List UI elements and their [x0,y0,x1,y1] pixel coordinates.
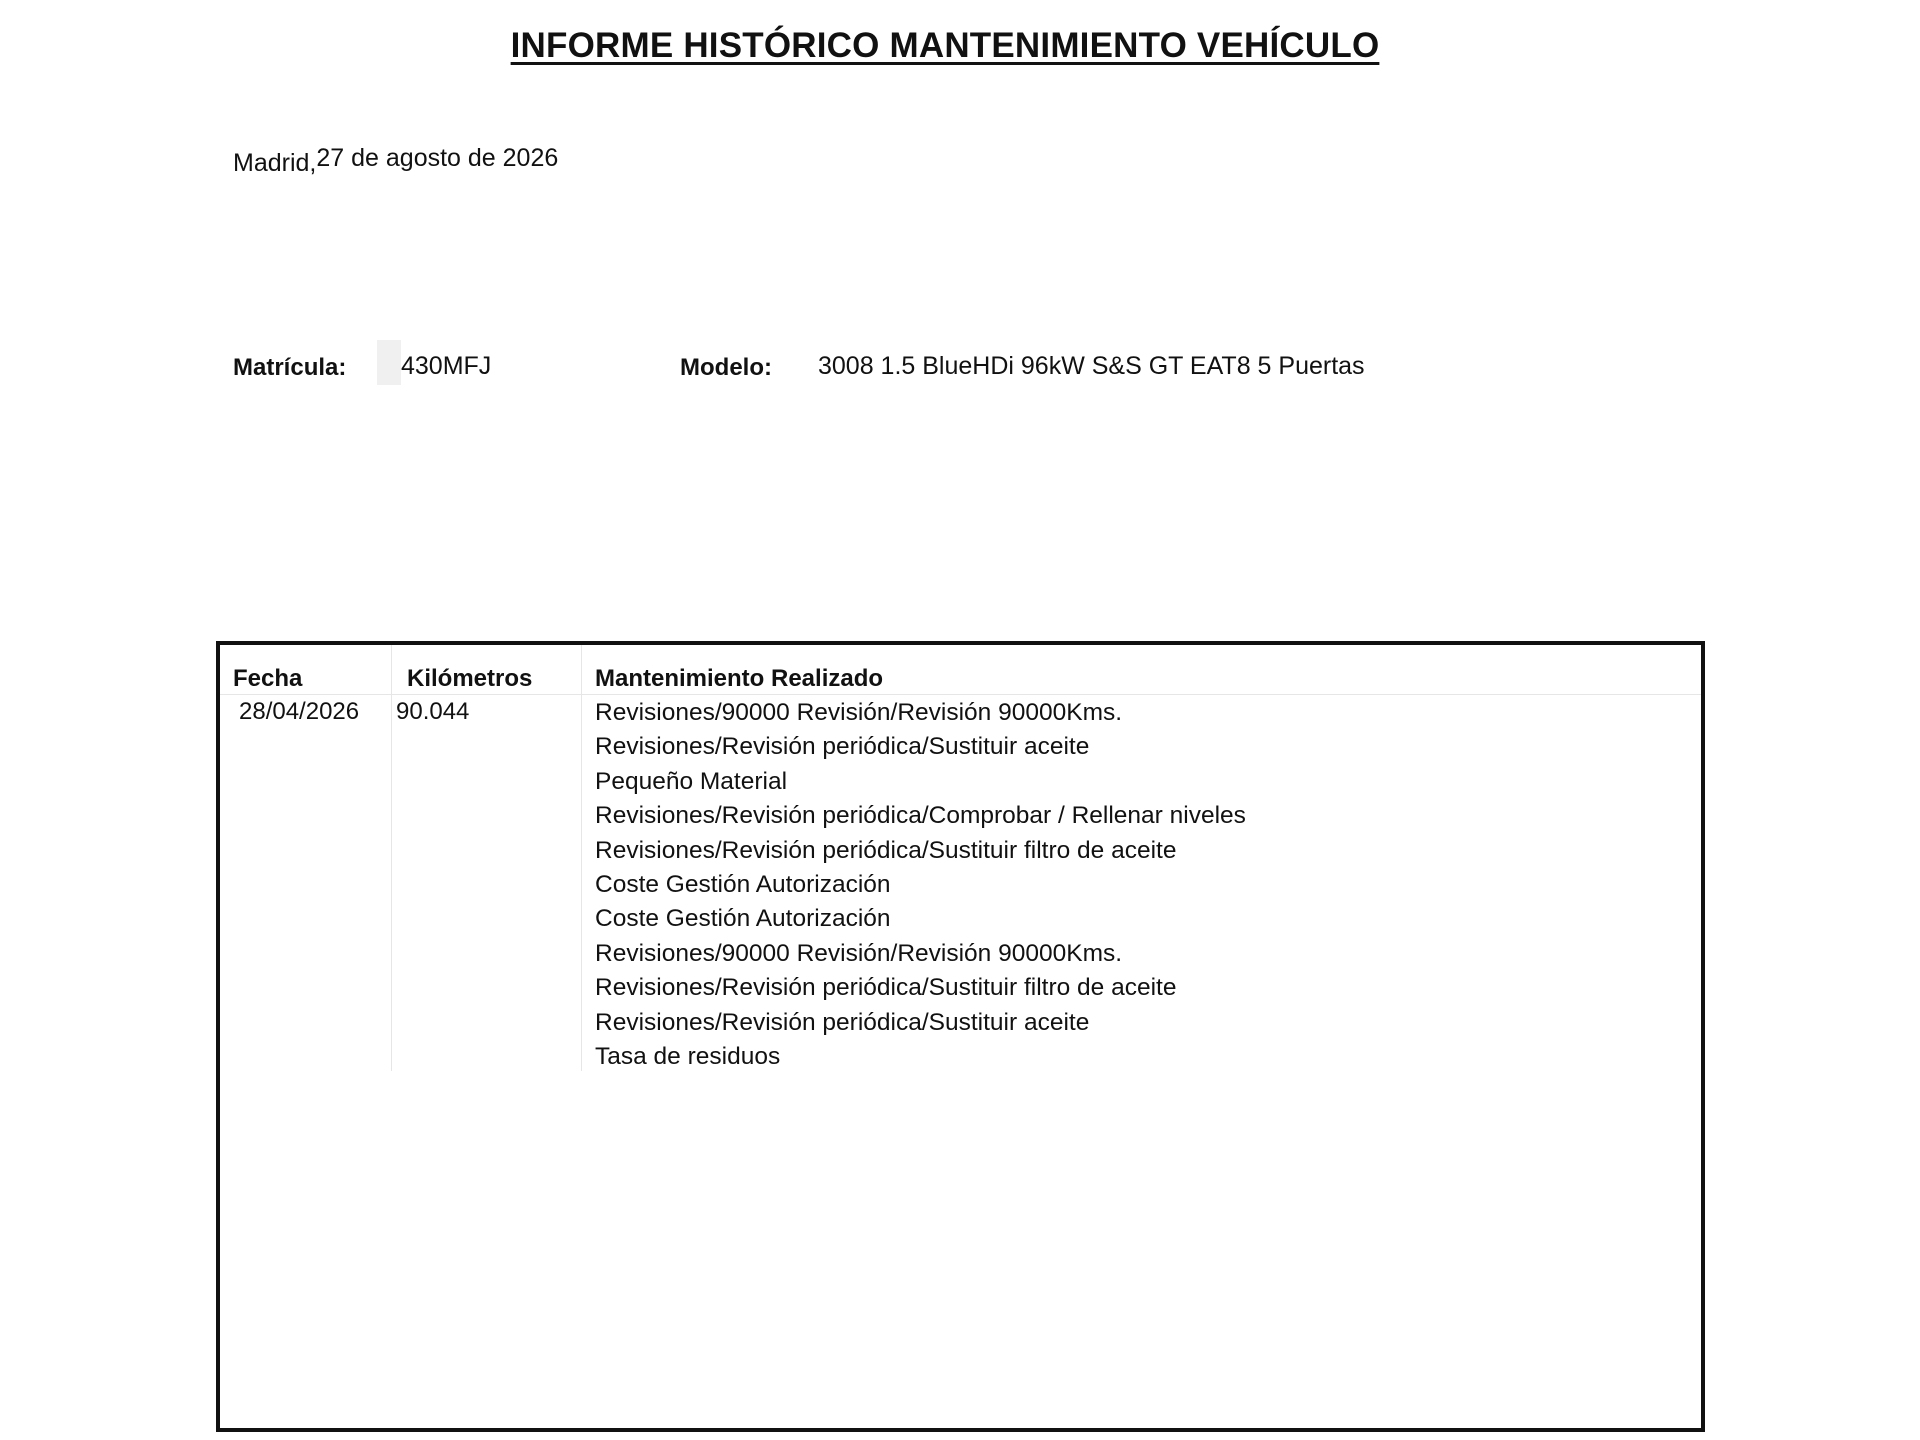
model-label: Modelo: [680,354,772,381]
maintenance-item: Revisiones/Revisión periódica/Comprobar / Rellenar niveles [595,802,1246,830]
maintenance-item: Coste Gestión Autorización [595,905,891,933]
maintenance-table [216,641,1705,1432]
place-date-line [233,144,559,177]
header-date: Fecha [233,665,303,692]
row-km: 90.044 [396,698,470,725]
maintenance-item: Coste Gestión Autorización [595,870,891,898]
row-date: 28/04/2026 [239,698,360,725]
place-text: Madrid, [233,149,317,177]
maintenance-item: Revisiones/Revisión periódica/Sustituir aceite [595,733,1090,761]
plate-value: 430MFJ [401,352,492,380]
model-value: 3008 1.5 BlueHDi 96kW S&S GT EAT8 5 Puertas [818,352,1365,380]
column-divider-km [581,645,582,1071]
report-title: INFORME HISTÓRICO MANTENIMIENTO VEHÍCULO [510,26,1380,65]
maintenance-item: Revisiones/90000 Revisión/Revisión 90000Kms. [595,699,1123,726]
header-km: Kilómetros [407,665,533,692]
report-date: 27 de agosto de 2026 [316,144,559,172]
maintenance-item: Revisiones/Revisión periódica/Sustituir filtro de aceite [595,836,1177,864]
maintenance-item: Revisiones/Revisión periódica/Sustituir filtro de aceite [595,974,1177,1002]
maintenance-item: Revisiones/90000 Revisión/Revisión 90000Kms. [595,939,1123,967]
plate-redaction [377,340,401,385]
maintenance-item: Tasa de residuos [595,1042,781,1070]
maintenance-list [595,696,1246,1074]
maintenance-item: Revisiones/Revisión periódica/Sustituir aceite [595,1008,1090,1036]
maintenance-item: Pequeño Material [595,767,788,795]
header-maintenance: Mantenimiento Realizado [595,665,884,692]
column-divider-date [391,645,392,1071]
plate-label: Matrícula: [233,354,347,381]
header-divider [220,694,1701,695]
